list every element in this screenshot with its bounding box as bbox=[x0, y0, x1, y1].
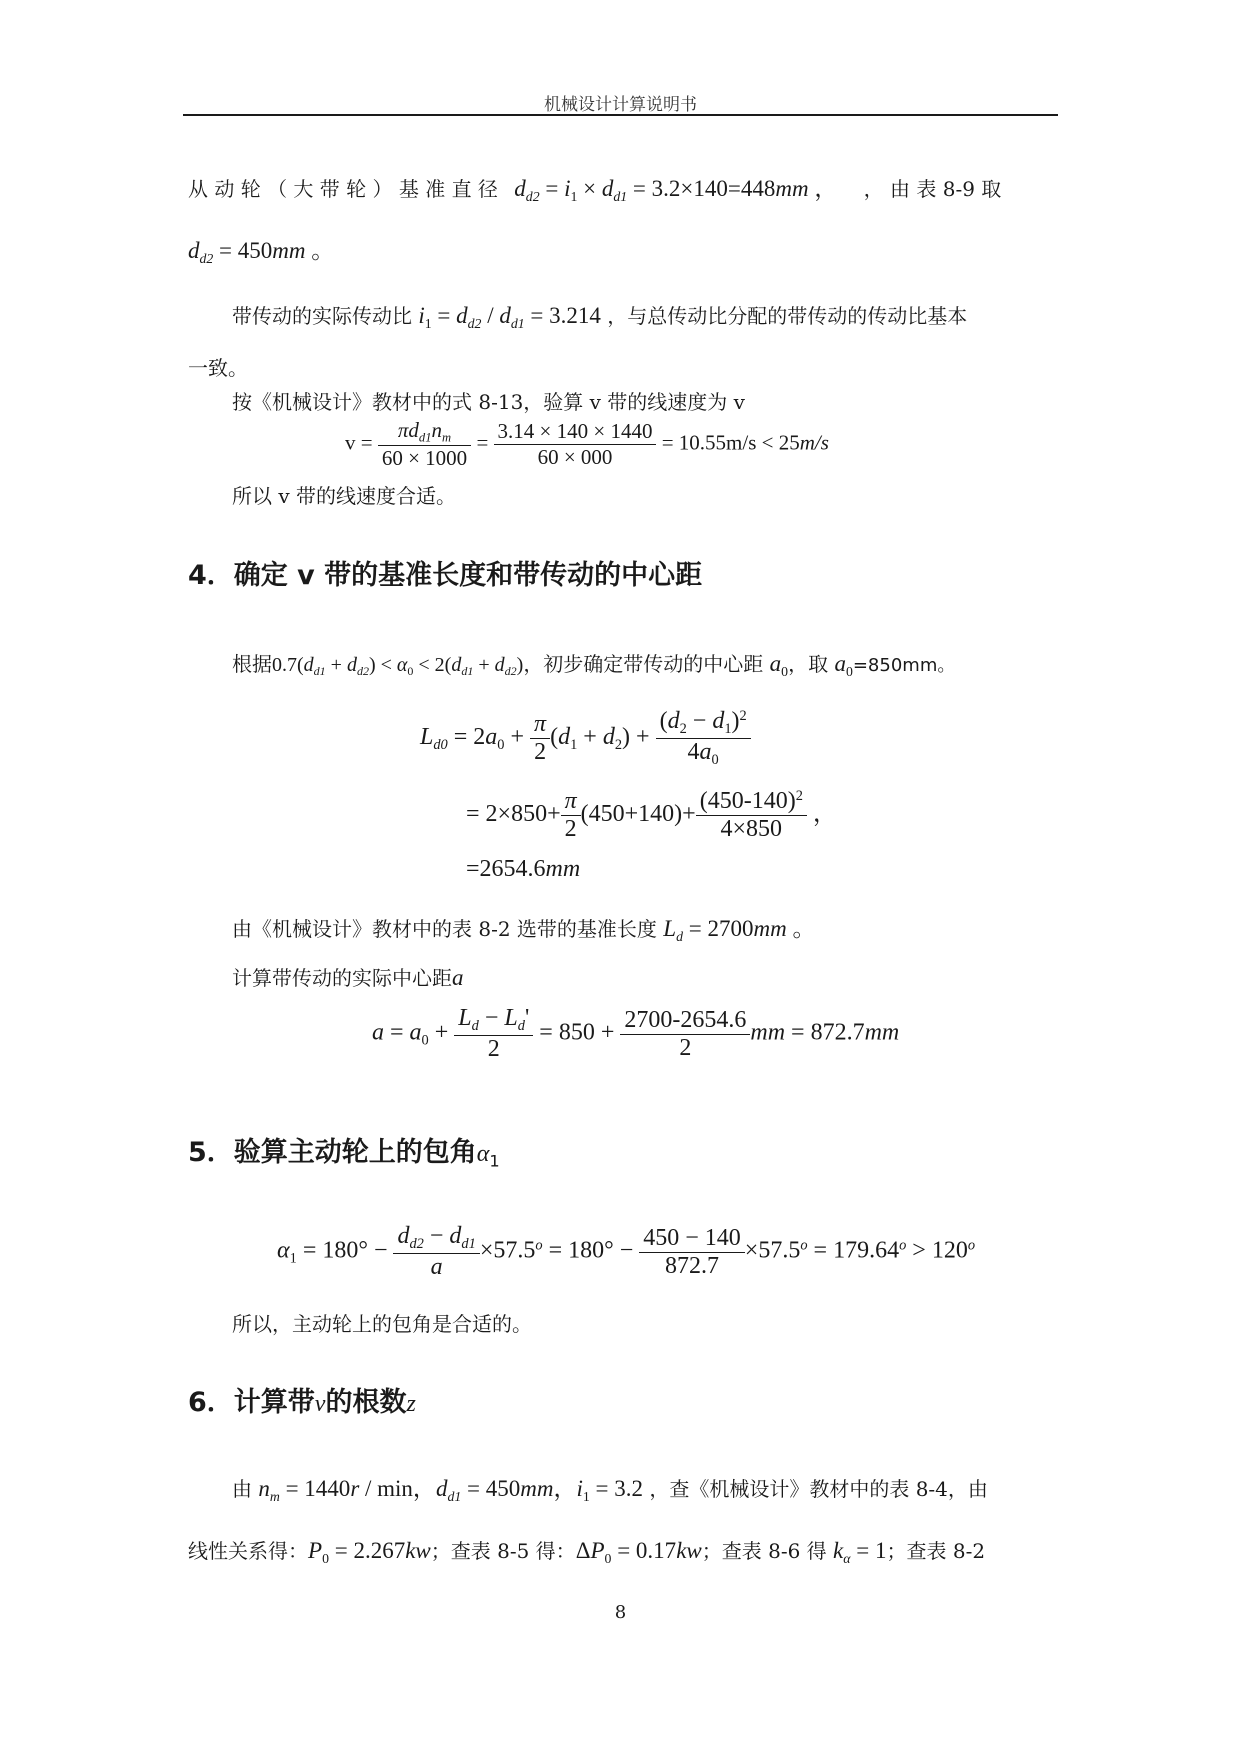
table-selection bbox=[232, 910, 815, 945]
para2-line1 bbox=[232, 300, 967, 332]
Ld-value: $L_d = 2700mm$ 。 bbox=[663, 916, 816, 944]
para1-line1 bbox=[188, 170, 1001, 205]
center-distance-equation: $a = a_0$ + $\frac{L_d - L_d'}{2}$ = 850 + $\frac{2700-2654.6}{2}$ mm = 872.7mm bbox=[372, 1005, 900, 1063]
para2-prefix: 带传动的实际传动比 bbox=[232, 304, 412, 328]
intro-take: ，取 bbox=[788, 652, 829, 676]
intro-a0: $a_0$ bbox=[769, 651, 789, 679]
section6-heading: 6．计算带v的根数z bbox=[188, 1387, 416, 1418]
intro-prefix: 根据 bbox=[232, 652, 272, 676]
header-rule bbox=[183, 114, 1058, 116]
center-distance-text: 计算带传动的实际中心距a bbox=[232, 965, 464, 990]
para3-conclusion: 所以 v 带的线速度合适。 bbox=[232, 484, 457, 508]
intro-mid: ，初步确定带传动的中心距 bbox=[523, 652, 764, 676]
section6-line1: 由 $n_m = 1440r / \min$，$d_{d1} = 450mm$，$i_1 = 3.2$ ，查《机械设计》教材中的表 8-4，由 bbox=[232, 1476, 988, 1504]
length-eq-line3: =2654.6mm bbox=[466, 856, 581, 882]
para2-formula: $i_1 = d_{d2} / d_{d1} = 3.214$ bbox=[418, 303, 601, 331]
length-eq-line2: = 2×850+ $\frac{\pi}{2}$ (450+140)+ $\frac{(450-140)^2}{4\times 850}$ ， bbox=[466, 788, 837, 842]
running-header: 机械设计计算说明书 bbox=[544, 95, 697, 115]
intro-condition: $0.7(d_{d1} + d_{d2}) < \alpha_0 < 2(d_{d1} + d_{d2})$ bbox=[272, 654, 524, 679]
intro-value: =850mm。 bbox=[852, 655, 956, 676]
section4-heading: 4．确定 v 带的基准长度和带传动的中心距 bbox=[188, 560, 703, 591]
wrap-angle-equation: $\alpha_1 = 180^\circ$ − $\frac{d_{d2} - d_{d1}}{a}$ $\times 57.5^o = 180^\circ$ − $\frac{450 - 140}{872.7}$ $\times 57.5^o = 179.64^o > 120^o$ bbox=[277, 1223, 976, 1281]
para1-line2: $d_{d2} = 450mm$ 。 bbox=[188, 238, 335, 266]
para2-line2: 一致。 bbox=[188, 356, 248, 380]
section4-intro bbox=[232, 648, 955, 680]
section5-conclusion: 所以，主动轮上的包角是合适的。 bbox=[232, 1312, 532, 1336]
para2-suffix: ，与总传动比分配的带传动的传动比基本 bbox=[607, 304, 968, 328]
velocity-equation: v = $\frac{\pi d_{d1}n_m}{60 \times 1000}$ = $\frac{3.14 \times 140 \times 1440}{60 \times 000}$ = 10.55m/s < 25m/s bbox=[345, 418, 829, 471]
table-text: 由《机械设计》教材中的表 8-2 选带的基准长度 bbox=[232, 917, 657, 941]
length-eq-line1: $L_{d0} = 2a_0$ + $\frac{\pi}{2}$ $(d_1 + d_2)$ + $\frac{(d_2 - d_1)^2}{4a_0}$ bbox=[420, 708, 751, 769]
para1-suffix: ， 由 表 8-9 取 bbox=[863, 177, 1002, 201]
para3-text: 按《机械设计》教材中的式 8-13，验算 v 带的线速度为 v bbox=[232, 390, 745, 414]
intro-a0-2: $a_0$ bbox=[834, 651, 853, 679]
center-text: 计算带传动的实际中心距 bbox=[232, 966, 452, 990]
para1-prefix: 从 动 轮 （ 大 带 轮 ） 基 准 直 径 bbox=[188, 177, 498, 201]
para1-formula: $d_{d2} = i_1 \times d_{d1} = 3.2\times 140=448mm$ ， bbox=[514, 176, 838, 204]
section5-heading: 5．验算主动轮上的包角$\alpha_1$ bbox=[188, 1137, 500, 1171]
section6-line2: 线性关系得：$P_0 = 2.267kw$；查表 8-5 得：$\Delta P_0 = 0.17kw$；查表 8-6 得 $k_\alpha = 1$；查表 8-2 bbox=[188, 1538, 986, 1566]
page-number: 8 bbox=[614, 1602, 627, 1623]
